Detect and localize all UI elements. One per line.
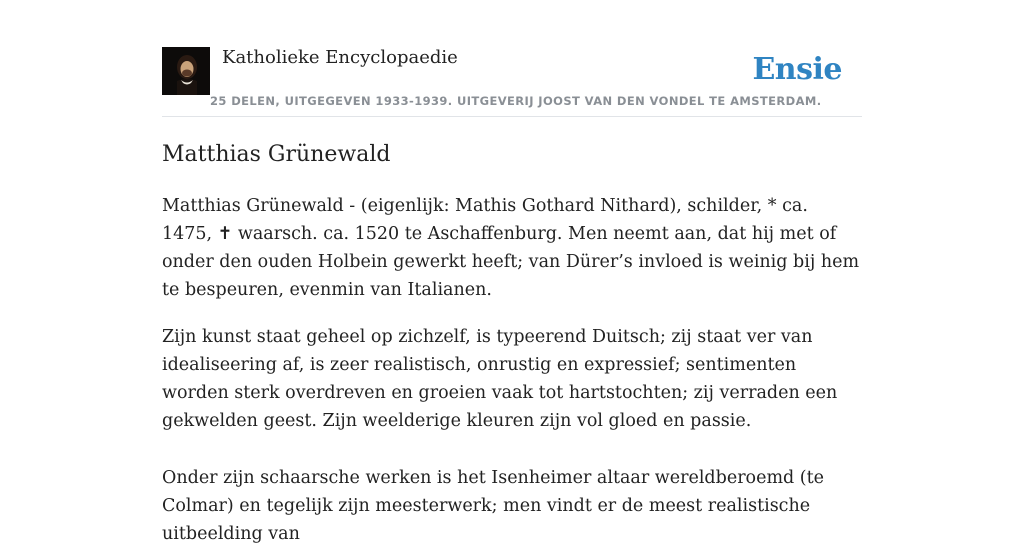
site-header <box>162 46 862 117</box>
book-subtitle: 25 DELEN, UITGEGEVEN 1933-1939. UITGEVERIJ JOOST VAN DEN VONDEL TE AMSTERDAM. <box>210 94 822 108</box>
article-title: Matthias Grünewald <box>162 142 391 167</box>
ensie-logo[interactable]: Ensie <box>752 52 842 87</box>
article-paragraph: Onder zijn schaarsche werken is het Isenheimer altaar wereldberoemd (te Colmar) en tegelijk zijn meesterwerk; men vindt er de meest realistische uitbeelding van <box>162 468 825 544</box>
book-title[interactable]: Katholieke Encyclopaedie <box>222 47 458 68</box>
avatar[interactable] <box>162 47 210 95</box>
article-paragraph: Zijn kunst staat geheel op zichzelf, is typeerend Duitsch; zij staat ver van idealiseering af, is zeer realistisch, onrustig en expressief; sentimenten worden sterk overdreven en groeien vaak tot hartstochten; zij verraden een gekwelden geest. Zijn weelderige kleuren zijn vol gloed en passie. <box>162 327 838 431</box>
article-paragraph: Matthias Grünewald - (eigenlijk: Mathis Gothard Nithard), schilder, * ca. 1475, ✝ waarsch. ca. 1520 te Aschaffenburg. Men neemt aan, dat hij met of onder den ouden Holbein gewerkt heeft; van Dürer’s invloed is weinig bij hem te bespeuren, evenmin van Italianen. <box>162 196 860 300</box>
portrait-icon <box>162 47 210 95</box>
